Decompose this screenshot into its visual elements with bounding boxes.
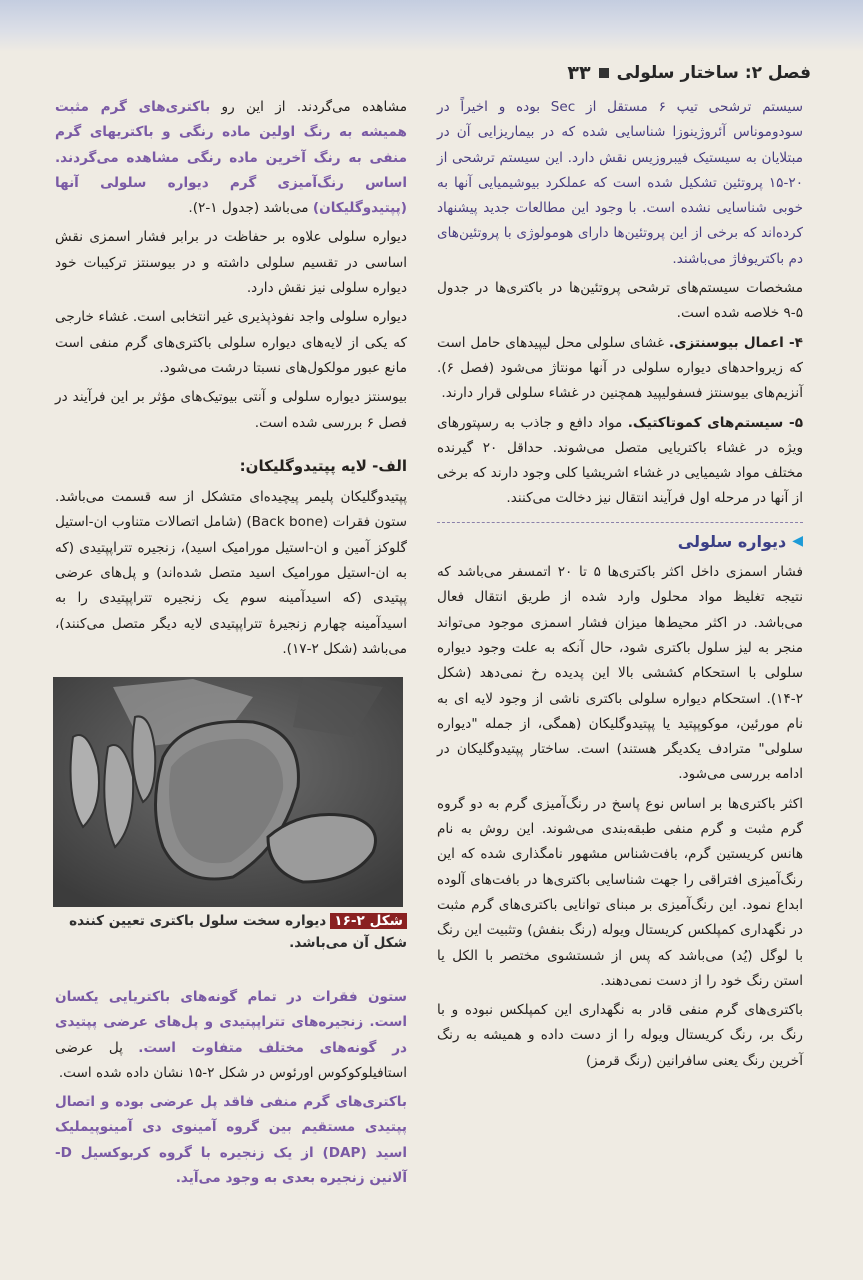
paragraph-secretion-type6: سیستم ترشحی تیپ ۶ مستقل از Sec بوده و اخیراً در سودوموناس آئروژینوزا شناسایی شده که در بیماریزایی آن در مبتلایان به سیستیک فیبروزیس نقش دارد. این سیستم ترشحی از ۲۰-۱۵ پروتئین تشکیل شده است که عملکرد بیوشیمیایی آنها به خوبی شناسایی نشده است. با وجود این مطالعات جدید پیشنهاد کرده‌اند که برخی از این پروتئین‌ها دارای هومولوژی با پروتئین‌های دم باکتریوفاژ می‌باشند. — [437, 99, 803, 267]
micrograph-image — [53, 677, 403, 907]
left-column — [55, 95, 407, 666]
running-header — [52, 58, 811, 88]
section-heading-cell-wall — [437, 529, 803, 554]
figure-micrograph — [53, 677, 403, 907]
chemotactic-title: ۵- سیستم‌های کموتاکتیک. — [627, 414, 803, 431]
paragraph-wall-role: دیواره سلولی علاوه بر حفاظت در برابر فشار اسمزی نقش اساسی در تقسیم سلولی داشته و در بیوسنتز ترکیبات خود دیواره سلولی نیز نقش دارد. — [55, 229, 407, 297]
paragraph-gram-negative: باکتری‌های گرم منفی قادر به نگهداری این کمپلکس نبوده و با رنگ بر، رنگ کریستال ویوله را از دست داده و همیشه به رنگ آخرین رنگ یعنی سافرانین (رنگ قرمز) — [437, 1002, 803, 1069]
biosynthesis-title: ۴- اعمال بیوسنتزی. — [668, 334, 803, 351]
figure-caption-text: دیواره سخت سلول باکتری تعیین کننده شکل آن می‌باشد. — [69, 913, 407, 951]
page-number: ۳۳ — [567, 62, 591, 84]
right-column — [437, 95, 803, 1078]
biosynthesis-body: غشای سلولی محل لیپیدهای حامل است که زیرواحدهای دیواره سلولی در آنها مونتاژ می‌شود (فصل ۶). آنزیم‌های بیوسنتز فسفولیپید همچنین در غشاء سلولی قرار دارند. — [437, 334, 803, 402]
figure-caption — [55, 910, 407, 954]
paragraph-gram-negative-bridge: باکتری‌های گرم منفی فاقد پل عرضی بوده و اتصال پپتیدی مستقیم بین گروه آمینوی دی آمینوپیملیک اسید (DAP) از یک زنجیره با گروه کربوکسیل D-آلانین زنجیره بعدی به وجود می‌آید. — [55, 1094, 408, 1187]
triangle-marker-icon: ◀ — [792, 532, 803, 549]
figure-label: شکل ۲-۱۶ — [330, 913, 407, 929]
section-divider — [437, 522, 803, 523]
chemotactic-body: مواد دافع و جاذب به رسپتورهای ویژه در غشاء باکتریایی متصل می‌شوند. حداقل ۲۰ گیرنده مختلف مواد شیمیایی در غشاء اشریشیا کلی وجود دارند که برخی از آنها در مرحله اول فرآیند انتقال نیز دخالت می‌کنند. — [437, 414, 804, 507]
paragraph-osmotic-pressure: فشار اسمزی داخل اکثر باکتری‌ها ۵ تا ۲۰ اتمسفر می‌باشد که نتیجه تغلیظ مواد محلول وارد شده از طریق انتقال فعال می‌باشد. در اکثر محیط‌ها میزان فشار اسمزی موجود می‌تواند منجر به لیز سلول باکتری شود، حال آنکه به علت وجود دیواره سلولی با استحکام کششی بالا این پدیده رخ نمی‌دهد (شکل ۲-۱۴). استحکام دیواره سلولی باکتری ناشی از وجود لایه ای به نام مورئین، موکوپپتید یا پپتیدوگلیکان (همگی، از جمله "دیواره سلولی" مترادف یکدیگر هستند) است. ساختار پپتیدوگلیکان در ادامه بررسی می‌شود. — [437, 564, 803, 783]
paragraph-permeability: دیواره سلولی واجد نفوذپذیری غیر انتخابی است. غشاء خارجی که یکی از لایه‌های دیواره سلولی باکتری‌های گرم منفی است مانع عبور مولکول‌های نسبتا درشت می‌شود. — [55, 309, 407, 376]
gram-observation-start: مشاهده می‌گردند. از این رو — [210, 99, 407, 115]
subheading-peptidoglycan: الف- لایه پپتیدوگلیکان: — [239, 456, 407, 475]
page-top-shadow — [0, 0, 863, 52]
paragraph-biosynthesis — [437, 331, 803, 407]
square-bullet-icon — [599, 68, 609, 78]
paragraph-backbone — [55, 985, 407, 1086]
gram-observation-end: می‌باشد (جدول ۱-۲). — [188, 200, 313, 217]
paragraph-chemotactic — [437, 411, 803, 512]
lower-left-column — [55, 985, 407, 1195]
paragraph-gram-stain: اکثر باکتری‌ها بر اساس نوع پاسخ در رنگ‌آمیزی گرم به دو گروه گرم مثبت و گرم منفی طبقه‌بندی می‌شوند. این روش به نام هانس کریستین گرم، بافت‌شناس مشهور نامگذاری شده که این رنگ‌آمیزی افتراقی را جهت شناسایی باکتری‌ها در بافت‌های آلوده ابداع نمود. این رنگ‌آمیزی بر مبنای توانایی باکتری‌های گرم مثبت در نگهداری کمپلکس کریستال ویوله (رنگ بنفش) وتثبیت این رنگ با لوگل (یُد) می‌باشد که پس از شستشوی مختصر با الکل یا استن رنگ خود را از دست نمی‌دهند. — [437, 795, 803, 989]
paragraph-peptidoglycan: پپتیدوگلیکان پلیمر پیچیده‌ای متشکل از سه قسمت می‌باشد. ستون فقرات (Back bone) (شامل اتصالات متناوب ان-استیل گلوکز آمین و ان-استیل مورامیک اسید)، زنجیره تتراپپتیدی (که به ان-استیل مورامیک اسید متصل شده‌اند) و پل‌های عرضی پپتیدی (که اسیدآمینه سوم یک زنجیره تتراپپتیدی را به اسیدآمینه چهارم زنجیرهٔ تتراپپتیدی لایه دیگر متصل می‌کنند)، می‌باشد (شکل ۲-۱۷). — [55, 489, 407, 657]
chapter-title: فصل ۲: ساختار سلولی — [616, 63, 811, 83]
backbone-highlight: ستون فقرات در تمام گونه‌های باکتریایی یکسان است. زنجیره‌های تتراپپتیدی و پل‌های عرضی پپتیدی در گونه‌های مختلف متفاوت است. — [55, 989, 407, 1056]
gram-observation-highlight: باکتری‌های گرم مثبت همیشه به رنگ اولین ماده رنگی و باکتریهای گرم منفی به رنگ آخرین ماده رنگی مشاهده می‌گردند. اساس رنگ‌آمیزی گرم دیواره سلولی آنها (پپتیدوگلیکان) — [55, 99, 407, 217]
section-title: دیواره سلولی — [677, 531, 787, 551]
paragraph-antibiotics: بیوسنتز دیواره سلولی و آنتی بیوتیک‌های مؤثر بر این فرآیند در فصل ۶ بررسی شده است. — [55, 389, 407, 431]
paragraph-secretion-table: مشخصات سیستم‌های ترشحی پروتئین‌ها در باکتری‌ها در جدول ۵-۹ خلاصه شده است. — [437, 280, 803, 322]
paragraph-gram-observation — [55, 95, 407, 221]
backbone-tail: پل عرضی استافیلوکوکوس اورئوس در شکل ۲-۱۵ نشان داده شده است. — [55, 1039, 407, 1081]
